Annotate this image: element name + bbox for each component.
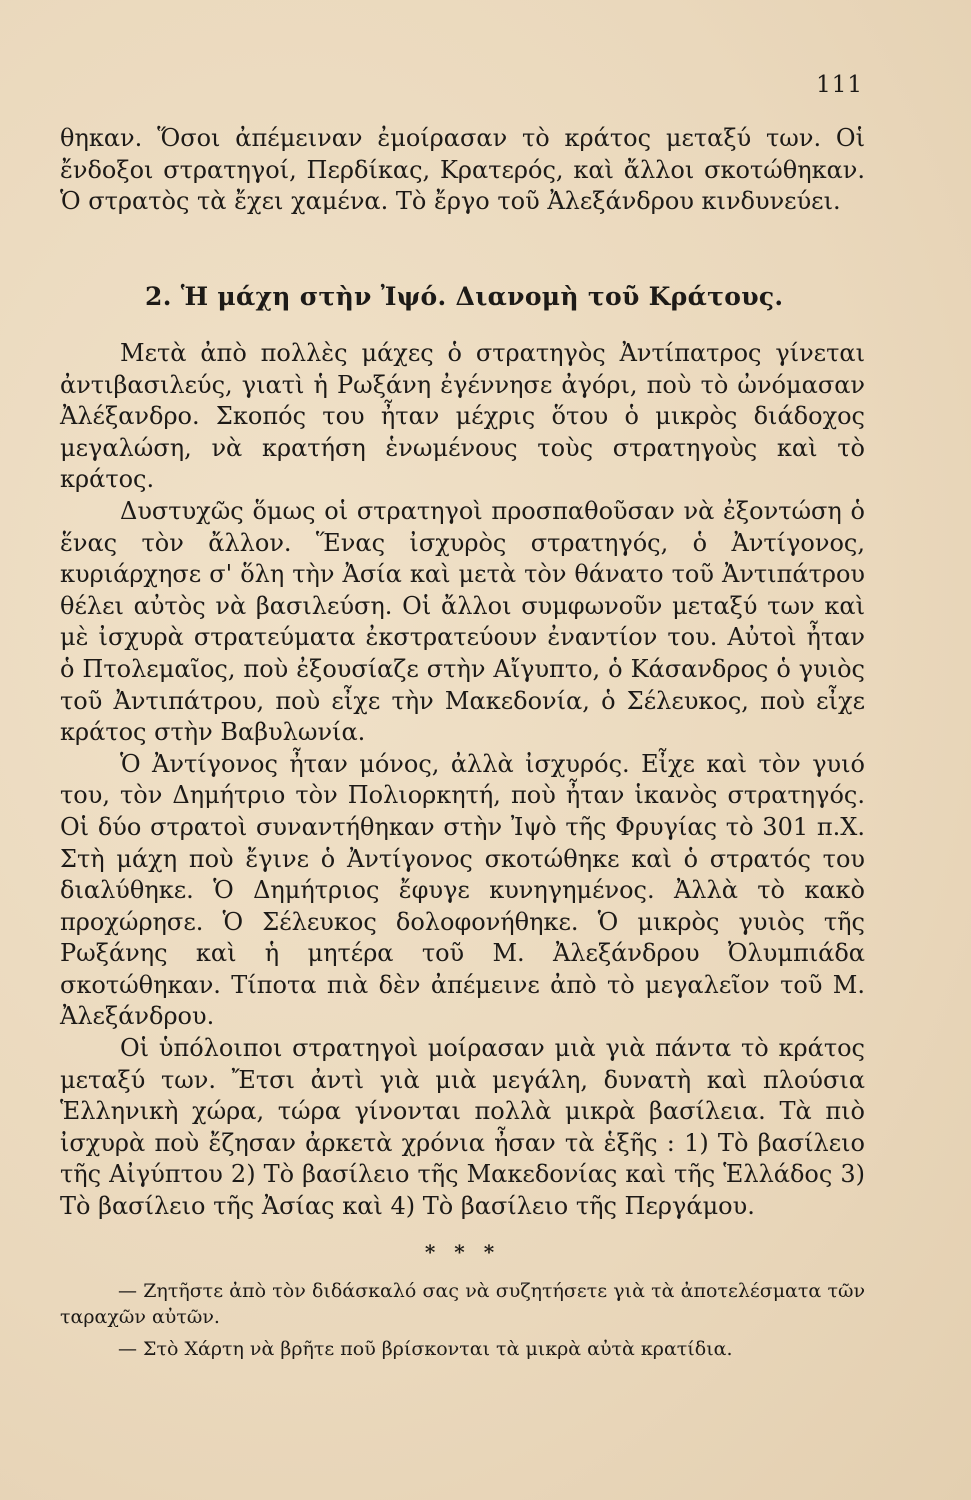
paragraph-generals: Δυστυχῶς ὅμως οἱ στρατηγοὶ προσπαθοῦσαν νὰ ἐξοντώση ὁ ἕνας τὸν ἄλλον. Ἕνας ἰσχυρὸς στρατηγός, ὁ Ἀντίγονος, κυριάρχησε σ' ὅλη τὴν Ἀσία καὶ μετὰ τὸν θάνατο τοῦ Ἀντιπάτρου θέλει αὐτὸς νὰ βασιλεύση. Οἱ ἄλλοι συμφωνοῦν μεταξύ των καὶ μὲ ἰσχυρὰ στρατεύματα ἐκστρατεύουν ἐναντίον του. Αὐτοὶ ἦταν ὁ Πτολεμαῖος, ποὺ ἐξουσίαζε στὴν Αἴγυπτο, ὁ Κάσανδρος ὁ γυιὸς τοῦ Ἀντιπάτρου, ποὺ εἶχε τὴν Μακεδονία, ὁ Σέλευκος, ποὺ εἶχε κράτος στὴν Βαβυλωνία. xyxy=(60,496,865,747)
paragraph-antipatros: Μετὰ ἀπὸ πολλὲς μάχες ὁ στρατηγὸς Ἀντίπατρος γίνεται ἀντιβασιλεύς, γιατὶ ἡ Ρωξάνη ἐγέννησε ἀγόρι, ποὺ τὸ ὠνόμασαν Ἀλέξανδρο. Σκοπός του ἦταν μέχρις ὅτου ὁ μικρὸς διάδοχος μεγαλώση, νὰ κρατήση ἑνωμένους τοὺς στρατηγοὺς καὶ τὸ κράτος. xyxy=(60,339,865,494)
paragraph-text: θηκαν. Ὅσοι ἀπέμειναν ἐμοίρασαν τὸ κράτος μεταξύ των. Οἱ ἔνδοξοι στρατηγοί, Περδίκας, Κρατερός, καὶ ἄλλοι σκοτώθηκαν. Ὁ στρατὸς τὰ ἔχει χαμένα. Τὸ ἔργο τοῦ Ἀλεξάνδρου κινδυνεύει. xyxy=(60,124,865,216)
question-item: — Ζητῆστε ἀπὸ τὸν διδάσκαλό σας νὰ συζητήσετε γιὰ τὰ ἀποτελέσματα τῶν ταραχῶν αὐτῶν. xyxy=(60,1280,865,1329)
page-number: 111 xyxy=(816,72,863,98)
question-item: — Στὸ Χάρτη νὰ βρῆτε ποῦ βρίσκονται τὰ μικρὰ αὐτὰ κρατίδια. xyxy=(118,1338,733,1361)
section-heading: 2. Ἡ μάχη στὴν Ἰψό. Διανομὴ τοῦ Κράτους. xyxy=(145,282,784,311)
opening-paragraph xyxy=(60,123,865,218)
paragraph-kingdoms: Οἱ ὑπόλοιποι στρατηγοὶ μοίρασαν μιὰ γιὰ πάντα τὸ κράτος μεταξύ των. Ἔτσι ἀντὶ γιὰ μιὰ μεγάλη, δυνατὴ καὶ πλούσια Ἑλληνικὴ χώρα, τώρα γίνονται πολλὰ μικρὰ βασίλεια. Τὰ πιὸ ἰσχυρὰ ποὺ ἔζησαν ἀρκετὰ χρόνια ἦσαν τὰ ἑξῆς : 1) Τὸ βασίλειο τῆς Αἰγύπτου 2) Τὸ βασίλειο τῆς Μακεδονίας καὶ τῆς Ἑλλάδος 3) Τὸ βασίλειο τῆς Ἀσίας καὶ 4) Τὸ βασίλειο τῆς Περγάμου. xyxy=(60,1034,865,1221)
questions-list xyxy=(60,1278,865,1362)
section-divider: * * * xyxy=(424,1239,501,1264)
paragraph-battle-ipsos: Ὁ Ἀντίγονος ἦταν μόνος, ἀλλὰ ἰσχυρός. Εἶχε καὶ τὸν γυιό του, τὸν Δημήτριο τὸν Πολιορκητή, ποὺ ἦταν ἱκανὸς στρατηγός. Οἱ δύο στρατοὶ συναντήθηκαν στὴν Ἰψὸ τῆς Φρυγίας τὸ 301 π.Χ. Στὴ μάχη ποὺ ἔγινε ὁ Ἀντίγονος σκοτώθηκε καὶ ὁ στρατός του διαλύθηκε. Ὁ Δημήτριος ἔφυγε κυνηγημένος. Ἀλλὰ τὸ κακὸ προχώρησε. Ὁ Σέλευκος δολοφονήθηκε. Ὁ μικρὸς γυιὸς τῆς Ρωξάνης καὶ ἡ μητέρα τοῦ Μ. Ἀλεξάνδρου Ὀλυμπιάδα σκοτώθηκαν. Τίποτα πιὰ δὲν ἀπέμεινε ἀπὸ τὸ μεγαλεῖον τοῦ Μ. Ἀλεξάνδρου. xyxy=(60,749,865,1031)
main-text xyxy=(60,338,865,1362)
